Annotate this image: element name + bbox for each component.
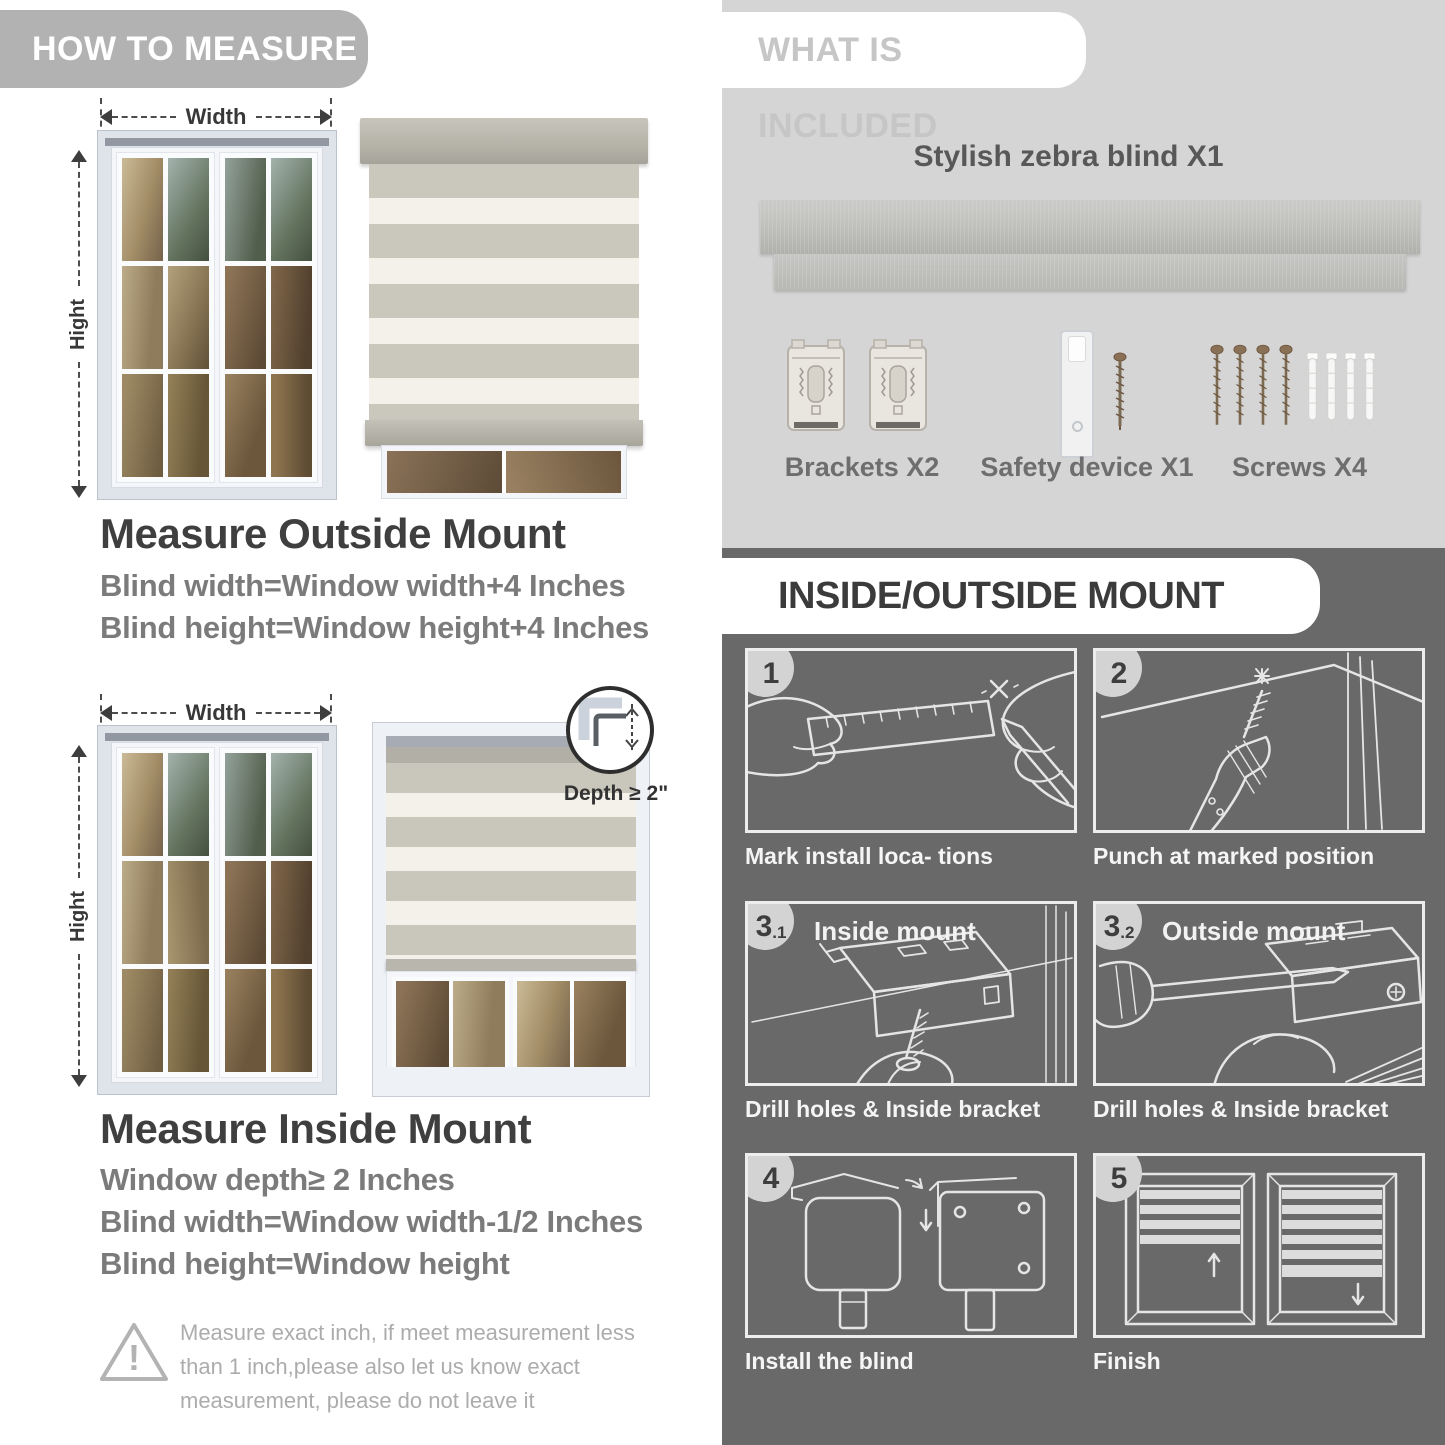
screws-graphic — [1210, 338, 1293, 438]
window-below-blind — [382, 446, 626, 498]
step-number-badge: 3 .2 — [1093, 901, 1142, 950]
width-arrow — [100, 104, 332, 130]
how-to-measure-panel — [0, 0, 722, 1445]
item-label-safety-device: Safety device X1 — [980, 452, 1194, 482]
height-label: Hight — [67, 890, 90, 942]
arrow-up-icon — [71, 150, 87, 162]
bracket-icon — [866, 338, 930, 438]
what-is-included-header — [722, 12, 1086, 145]
width-label: Width — [185, 104, 247, 129]
how-to-measure-header — [0, 10, 368, 88]
frame-corner-detail — [570, 690, 650, 770]
wall-anchor-icon — [1363, 348, 1376, 434]
window-pane — [168, 374, 209, 477]
step-number-badge: 4 — [745, 1153, 794, 1202]
step-3-1-caption: Drill holes & Inside bracket — [745, 1095, 1041, 1122]
window-pane — [122, 374, 163, 477]
screw-icon — [1112, 352, 1128, 437]
step-1-caption: Mark install loca- tions — [745, 843, 993, 869]
window-pane — [517, 981, 570, 1067]
drill-drawing — [1096, 651, 1422, 830]
window-pane — [122, 861, 163, 964]
mount-steps-panel — [722, 548, 1445, 1445]
window-door — [219, 152, 318, 483]
window-pane — [122, 969, 163, 1072]
screw-icon — [1256, 338, 1270, 438]
step-3-1 — [745, 901, 1077, 1124]
arrow-up-icon — [71, 745, 87, 757]
inside-mount-rule: Blind height=Window height — [100, 1246, 510, 1281]
what-is-included-panel — [722, 0, 1445, 548]
mount-title: INSIDE/OUTSIDE MOUNT — [778, 575, 1225, 617]
window-pane — [225, 861, 266, 964]
height-arrow — [66, 150, 92, 498]
how-to-measure-title: HOW TO MEASURE — [32, 30, 358, 68]
window-pane — [168, 969, 209, 1072]
window-pane — [506, 451, 621, 493]
arrow-down-icon — [71, 1075, 87, 1087]
depth-label: Depth ≥ 2" — [563, 782, 669, 805]
window-recess — [105, 733, 329, 741]
warning-exclamation: ! — [128, 1337, 140, 1378]
blind-cassette-bottom-bar — [774, 254, 1406, 290]
blind-cassette-photo — [760, 200, 1420, 254]
safety-device-icon — [1060, 330, 1094, 458]
step-4-image — [745, 1153, 1077, 1338]
step-number-badge: 3 .1 — [745, 901, 794, 950]
step-5-caption: Finish — [1093, 1348, 1161, 1375]
width-arrow — [100, 700, 332, 726]
window-below-blind — [386, 971, 636, 1067]
window-photo-outside — [97, 130, 337, 500]
mount-header — [722, 558, 1320, 634]
step-5-image — [1093, 1153, 1425, 1338]
outside-mount-title: Measure Outside Mount — [100, 510, 566, 557]
window-pane — [168, 861, 209, 964]
step-5 — [1093, 1153, 1425, 1376]
inside-mount-rule: Blind width=Window width-1/2 Inches — [100, 1204, 643, 1239]
step-number-badge: 1 — [745, 648, 794, 697]
window-pane — [271, 158, 312, 261]
step-3-2-title: Outside mount — [1162, 915, 1346, 946]
inside-mount-title: Measure Inside Mount — [100, 1105, 532, 1152]
window-pane — [271, 969, 312, 1072]
blind-bottom-rail — [365, 420, 643, 446]
height-arrow — [66, 745, 92, 1087]
step-2-caption: Punch at marked position — [1093, 843, 1375, 869]
step-3-1-title: Inside mount — [814, 915, 976, 946]
screw-icon — [1233, 338, 1247, 438]
height-label: Hight — [67, 298, 90, 350]
bracket-icon — [784, 338, 848, 438]
window-pane — [387, 451, 502, 493]
screw-icon — [1210, 338, 1224, 438]
arrow-down-icon — [71, 486, 87, 498]
window-pane — [225, 374, 266, 477]
blind-stripes — [369, 164, 639, 420]
blind-cassette — [360, 118, 648, 164]
window-door — [116, 152, 215, 483]
step-3-2 — [1093, 901, 1425, 1124]
window-pane — [225, 158, 266, 261]
window-pane — [271, 266, 312, 369]
steps-grid — [745, 648, 1425, 1376]
brackets-graphic — [784, 338, 930, 438]
what-is-included-title: WHAT IS INCLUDED — [758, 31, 938, 145]
warning-text: Measure exact inch, if meet measurement less than 1 inch,please also let us know exact measurement, please do not leave it — [180, 1320, 635, 1414]
window-pane — [271, 861, 312, 964]
finished-blinds-drawing — [1096, 1156, 1422, 1335]
step-4-caption: Install the blind — [745, 1348, 914, 1375]
step-3-2-caption: Drill holes & Inside bracket — [1093, 1095, 1389, 1122]
zebra-blind-outside-thumb — [360, 118, 648, 498]
window-recess — [105, 138, 329, 146]
measuring-tape-drawing — [748, 651, 1074, 830]
window-pane — [168, 266, 209, 369]
wall-anchor-icon — [1344, 348, 1357, 434]
window-pane — [225, 266, 266, 369]
window-pane — [574, 981, 627, 1067]
step-2-image — [1093, 648, 1425, 833]
window-pane — [122, 266, 163, 369]
window-pane — [396, 981, 449, 1067]
warning-icon — [98, 1320, 170, 1391]
window-door — [219, 747, 318, 1078]
window-pane — [271, 374, 312, 477]
window-photo-inside — [97, 725, 337, 1095]
window-pane — [168, 158, 209, 261]
depth-magnifier-icon — [566, 686, 654, 774]
window-pane — [271, 753, 312, 856]
blind-bottom-rail — [386, 959, 636, 971]
step-1 — [745, 648, 1077, 871]
step-number-badge: 5 — [1093, 1153, 1142, 1202]
window-pane — [225, 969, 266, 1072]
product-label: Stylish zebra blind X1 — [913, 140, 1224, 173]
zebra-blind-inside-thumb — [372, 722, 650, 1097]
window-pane — [122, 158, 163, 261]
window-pane — [225, 753, 266, 856]
install-blind-drawing — [748, 1156, 1074, 1335]
step-1-image — [745, 648, 1077, 833]
wall-anchor-icon — [1325, 348, 1338, 434]
wall-anchor-icon — [1306, 348, 1319, 434]
screw-icon — [1279, 338, 1293, 438]
width-label: Width — [185, 700, 247, 725]
inside-mount-rule: Window depth≥ 2 Inches — [100, 1162, 455, 1197]
window-pane — [453, 981, 506, 1067]
item-label-brackets: Brackets X2 — [784, 452, 940, 482]
step-4 — [745, 1153, 1077, 1376]
item-label-screws: Screws X4 — [1231, 452, 1368, 482]
window-pane — [122, 753, 163, 856]
anchors-graphic — [1306, 348, 1376, 434]
step-3-2-image — [1093, 901, 1425, 1086]
window-pane — [168, 753, 209, 856]
step-number-badge: 2 — [1093, 648, 1142, 697]
outside-mount-rule: Blind height=Window height+4 Inches — [100, 610, 649, 645]
step-2 — [1093, 648, 1425, 871]
outside-mount-rule: Blind width=Window width+4 Inches — [100, 568, 626, 603]
window-door — [116, 747, 215, 1078]
step-3-1-image — [745, 901, 1077, 1086]
